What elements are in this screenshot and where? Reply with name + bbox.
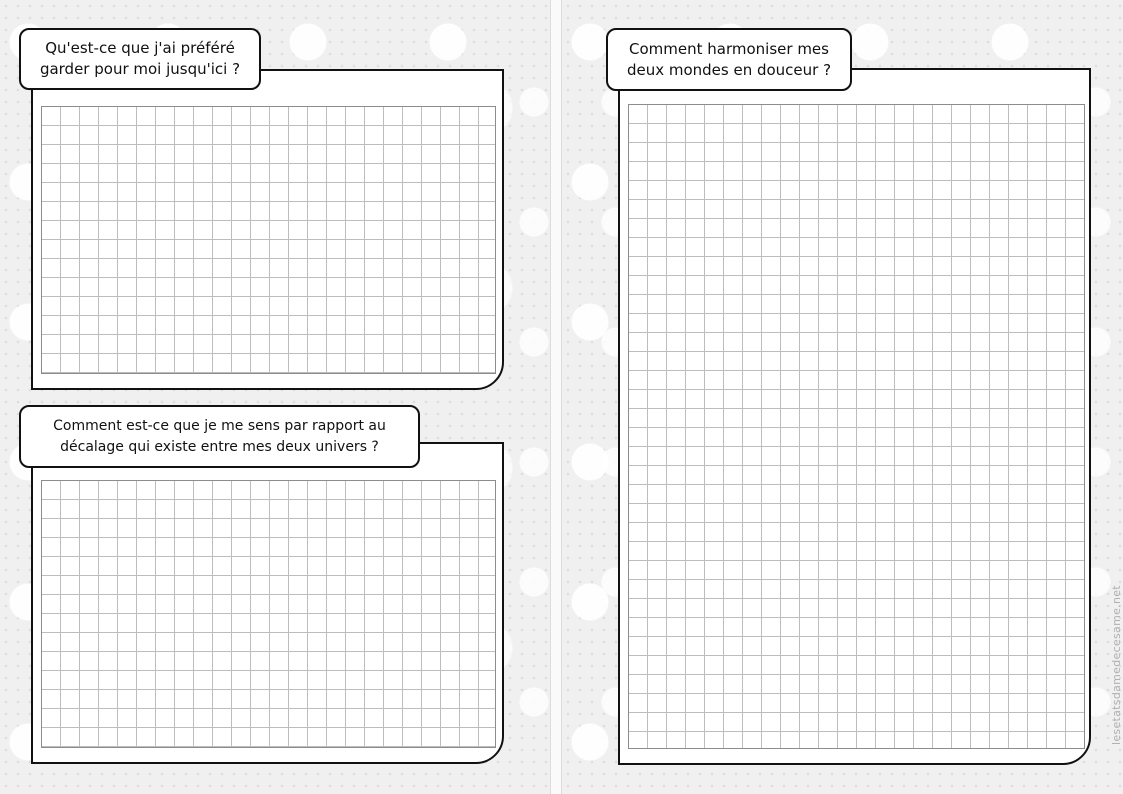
question-3-line-2: deux mondes en douceur ?: [626, 60, 832, 79]
question-3-line-1: Comment harmoniser mes: [629, 39, 829, 58]
site-watermark: lesetatsdamedecesame.net: [1110, 585, 1123, 745]
page-gutter: [550, 0, 562, 794]
question-label-2: [19, 405, 420, 468]
question-1-line-2: garder pour moi jusqu'ici ?: [39, 60, 241, 78]
grid-area-1[interactable]: [41, 106, 496, 374]
right-page: [562, 0, 1123, 794]
question-2-line-1: Comment est-ce que je me sens par rapport au: [53, 417, 386, 434]
grid-area-3[interactable]: [628, 104, 1085, 749]
question-label-1: [19, 28, 261, 90]
left-page: [0, 0, 550, 794]
writing-box-1: [31, 69, 504, 390]
grid-area-2[interactable]: [41, 480, 496, 748]
writing-box-3: [618, 68, 1091, 765]
question-1-line-1: Qu'est-ce que j'ai préféré: [45, 39, 235, 57]
writing-box-2: [31, 442, 504, 764]
question-label-3: [606, 28, 852, 91]
question-2-line-2: décalage qui existe entre mes deux univers ?: [60, 438, 379, 455]
